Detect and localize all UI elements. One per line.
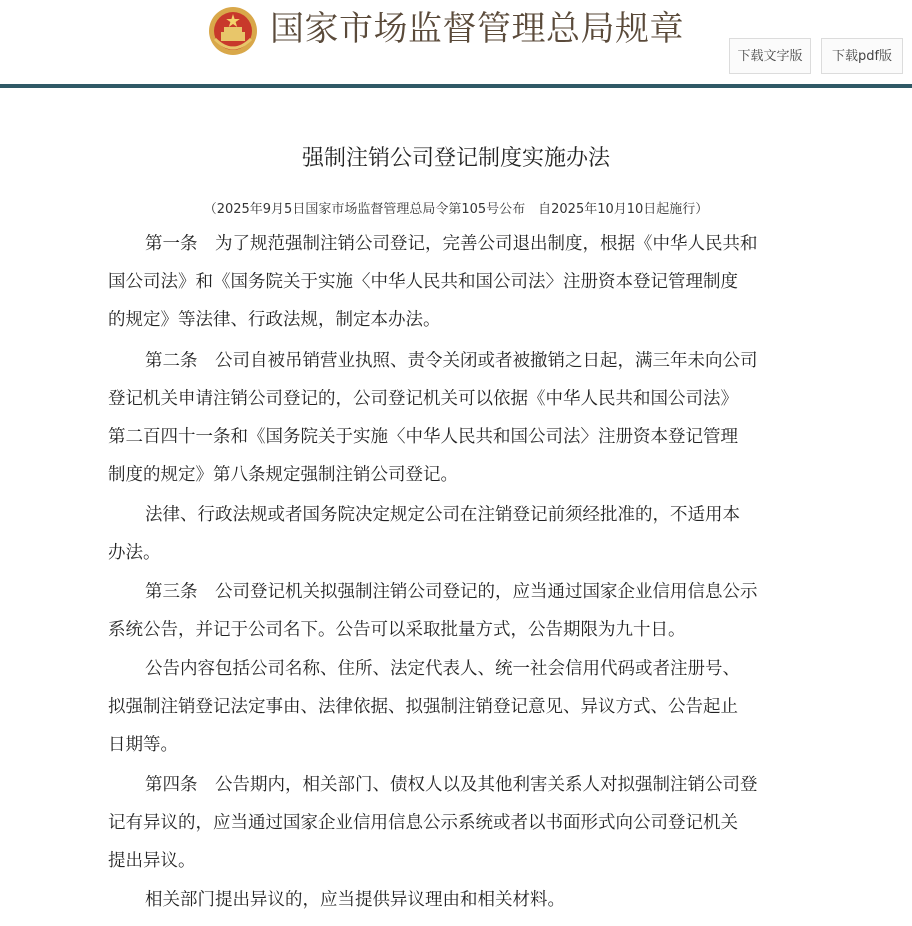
body-line: 的规定》等法律、行政法规，制定本办法。 (108, 310, 441, 330)
site-title: 国家市场监督管理总局规章 (270, 9, 684, 49)
document-title: 强制注销公司登记制度实施办法 (301, 146, 610, 171)
download-pdf-button[interactable]: 下载pdf版 (821, 38, 903, 74)
body-line: 相关部门提出异议的，应当提供异议理由和相关材料。 (145, 890, 565, 910)
body-line: 系统公告，并记于公司名下。公告可以采取批量方式，公告期限为九十日。 (108, 620, 686, 640)
body-line: 第二条 公司自被吊销营业执照、责令关闭或者被撤销之日起，满三年未向公司 (145, 351, 758, 371)
body-line: 拟强制注销登记法定事由、法律依据、拟强制注销登记意见、异议方式、公告起止 (108, 697, 738, 717)
body-line: 第一条 为了规范强制注销公司登记，完善公司退出制度，根据《中华人民共和 (145, 234, 758, 254)
body-line: 记有异议的，应当通过国家企业信用信息公示系统或者以书面形式向公司登记机关 (108, 813, 738, 833)
body-line: 日期等。 (108, 735, 178, 755)
body-line: 法律、行政法规或者国务院决定规定公司在注销登记前须经批准的，不适用本 (145, 505, 740, 525)
body-line: 提出异议。 (108, 851, 196, 871)
national-emblem-icon (207, 5, 259, 57)
page-header (0, 0, 912, 84)
body-line: 登记机关申请注销公司登记的，公司登记机关可以依据《中华人民共和国公司法》 (108, 389, 738, 409)
download-text-button[interactable]: 下载文字版 (729, 38, 811, 74)
document-subtitle: （2025年9月5日国家市场监督管理总局令第105号公布 自2025年10月10日起施行） (203, 202, 709, 217)
body-line: 第四条 公告期内，相关部门、债权人以及其他利害关系人对拟强制注销公司登 (145, 775, 758, 795)
body-line: 办法。 (108, 543, 161, 563)
body-line: 公告内容包括公司名称、住所、法定代表人、统一社会信用代码或者注册号、 (145, 659, 740, 679)
body-line: 国公司法》和《国务院关于实施〈中华人民共和国公司法〉注册资本登记管理制度 (108, 272, 738, 292)
body-line: 制度的规定》第八条规定强制注销公司登记。 (108, 465, 458, 485)
body-line: 第二百四十一条和《国务院关于实施〈中华人民共和国公司法〉注册资本登记管理 (108, 427, 738, 447)
body-line: 第三条 公司登记机关拟强制注销公司登记的，应当通过国家企业信用信息公示 (145, 582, 758, 602)
header-divider (0, 84, 912, 88)
